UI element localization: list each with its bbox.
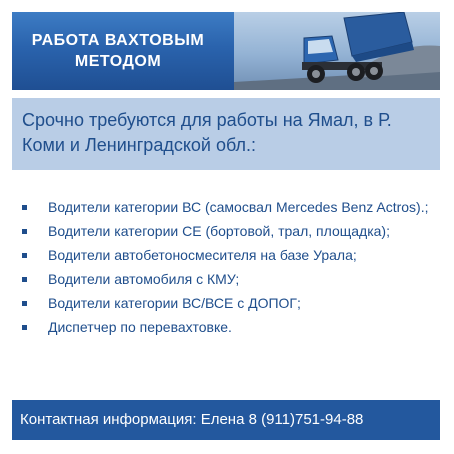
- list-item-text: Водители категории ВС (самосвал Mercedes Benz Actros).;: [48, 199, 429, 215]
- bullet-icon: [22, 229, 27, 234]
- list-item-text: Диспетчер по перевахтовке.: [48, 319, 232, 335]
- contact-info: Контактная информация: Елена 8 (911)751-94-88: [20, 411, 364, 428]
- bullet-icon: [22, 253, 27, 258]
- contact-footer: [12, 400, 440, 440]
- bullet-icon: [22, 277, 27, 282]
- list-item: [20, 294, 440, 313]
- header-banner: [12, 12, 440, 90]
- title-line-2: МЕТОДОМ: [74, 53, 162, 70]
- list-item-text: Водители категории ВС/ВСЕ с ДОПОГ;: [48, 295, 301, 311]
- list-item: [20, 198, 440, 217]
- list-item: [20, 246, 440, 265]
- vacancy-intro-panel: [12, 98, 440, 170]
- bullet-icon: [22, 325, 27, 330]
- bullet-icon: [22, 205, 27, 210]
- dump-truck-icon: [234, 12, 440, 90]
- dump-truck-illustration: [234, 12, 440, 90]
- list-item: [20, 270, 440, 289]
- list-item: [20, 318, 440, 337]
- list-item-text: Водители категории СЕ (бортовой, трал, площадка);: [48, 223, 390, 239]
- list-item: [20, 222, 440, 241]
- vacancy-list: [20, 198, 440, 342]
- bullet-icon: [22, 301, 27, 306]
- vacancy-intro-text: Срочно требуются для работы на Ямал, в Р. Коми и Ленинградской обл.:: [22, 110, 392, 155]
- page-title: [12, 12, 224, 90]
- list-item-text: Водители автомобиля с КМУ;: [48, 271, 240, 287]
- list-item-text: Водители автобетоносмесителя на базе Урала;: [48, 247, 357, 263]
- title-line-1: РАБОТА ВАХТОВЫМ: [31, 32, 205, 49]
